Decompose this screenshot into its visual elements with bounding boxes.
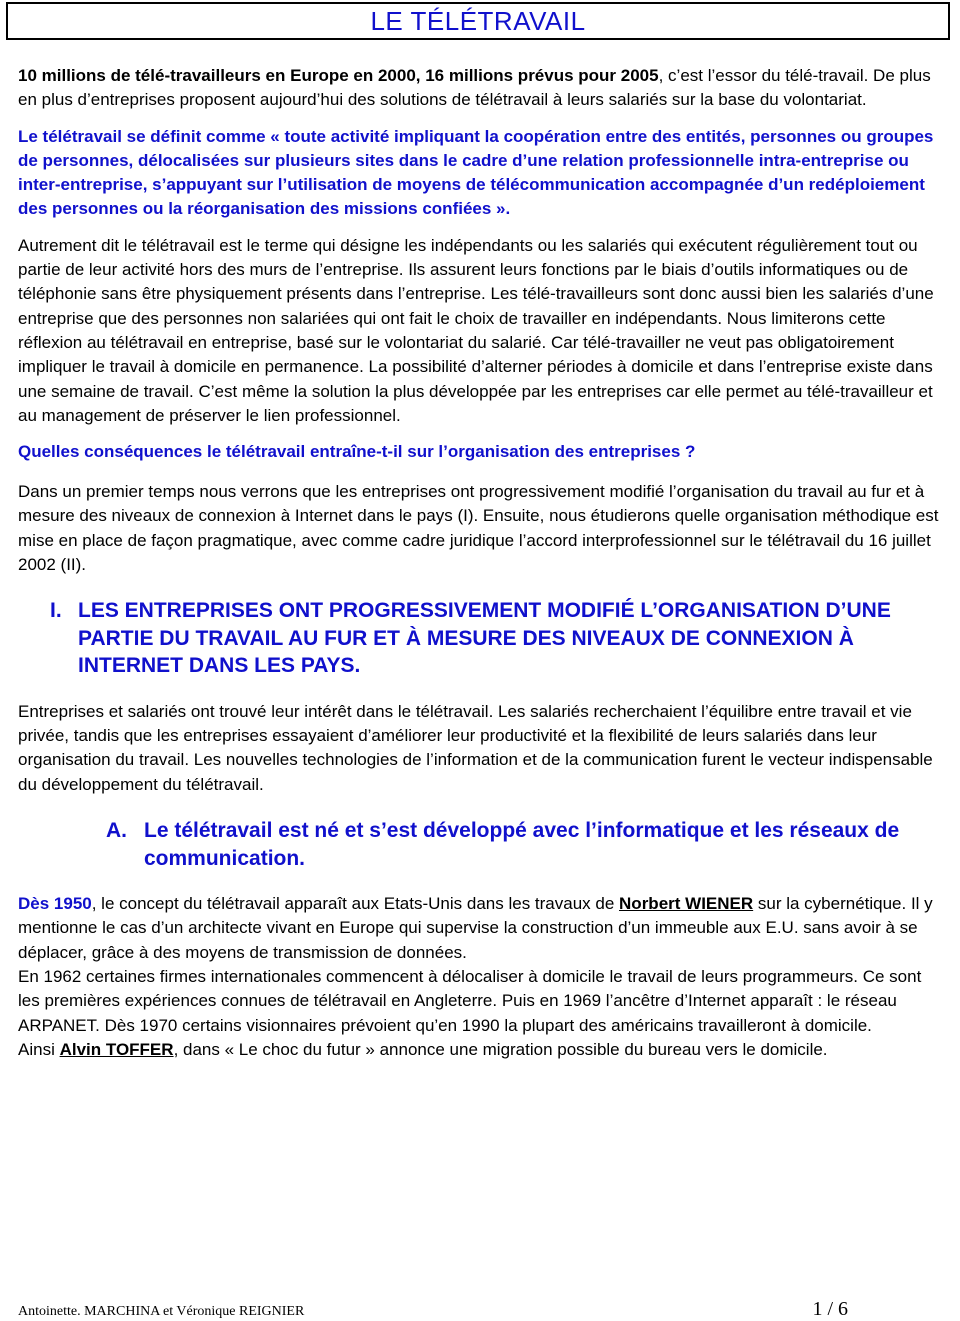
section-I-title: LES ENTREPRISES ONT PROGRESSIVEMENT MODIFIÉ L’ORGANISATION D’UNE PARTIE DU TRAVAIL AU FUR ET À MESURE DES NIVEAUX DE CONNEXION À INTERNET DANS LES PAYS. — [78, 599, 891, 678]
section-I-heading — [50, 597, 940, 680]
history-text-1b: sur la cybernétique. Il y mentionne le cas d’un architecte vivant en Europe qui supervise la construction d’un immeuble aux E.U. sans avoir à se déplacer, grâce à des moyens de transmission de données. — [18, 894, 933, 962]
title-box — [6, 2, 950, 40]
history-paragraph-2: En 1962 certaines firmes internationales commencent à délocaliser à domicile le travail de leurs programmeurs. Ce sont les premières expériences connues de télétravail en Angleterre. Puis en 1969 l’ancêtre d’Internet apparaît : le réseau ARPANET. Dès 1970 certains visionnaires prévoient qu’en 1990 la plupart des américains travailleront à domicile. — [18, 966, 922, 1035]
footer-authors: Antoinette. MARCHINA et Véronique REIGNIER — [18, 1304, 305, 1319]
name-wiener: Norbert WIENER — [619, 894, 754, 914]
intro-text: , c’est l’essor du télé-travail. De plus en plus d’entreprises proposent aujourd’hui des solutions de télétravail à leurs salariés sur la base du volontariat. — [18, 66, 931, 110]
history-year: Dès 1950 — [18, 894, 92, 914]
history-text-3b: , dans « Le choc du futur » annonce une migration possible du bureau vers le domicile. — [173, 1039, 828, 1059]
paragraph-autrement: Autrement dit le télétravail est le terme qui désigne les indépendants ou les salariés qui exécutent régulièrement tout ou partie de leur activité hors des murs de l’entreprise. Ils assurent leurs fonctions par le biais d’outils informatiques ou de téléphonie sans être physiquement présents dans l’entreprise. Les télé-travailleurs sont donc aussi bien les salariés d’une entreprise que des personnes non salariées qui ont fait le choix de travailler en indépendants. Nous limiterons cette réflexion au télétravail en entreprise, basé sur le volontariat du salarié. Car télé-travailler ne veut pas obligatoirement impliquer le travail à domicile en permanence. La possibilité d’alterner périodes à domicile et dans l’entreprise existe dans une semaine de travail. C’est même la solution la plus développée par les entreprises car elle permet au télé-travailleur et au management de préserver le lien professionnel. — [18, 235, 934, 425]
section-A-title: Le télétravail est né et s’est développé avec l’informatique et les réseaux de communication. — [144, 819, 900, 870]
research-question: Quelles conséquences le télétravail entraîne-t-il sur l’organisation des entreprises ? — [18, 442, 696, 462]
page-title: LE TÉLÉTRAVAIL — [370, 5, 586, 36]
definition-paragraph: Le télétravail se définit comme « toute activité impliquant la coopération entre des entités, personnes ou groupes de personnes, délocalisées sur plusieurs sites dans le cadre d’une relation professionnelle intra-entreprise ou inter-entreprise, s’appuyant sur l’utilisation de moyens de télécommunication accompagnée d’un redéploiement des personnes ou la réorganisation des missions confiées ». — [18, 126, 934, 219]
intro-highlight: 10 millions de télé-travailleurs en Europe en 2000, 16 millions prévus pour 2005 — [18, 66, 659, 85]
section-I-number: I. — [50, 599, 62, 623]
intro-paragraph — [18, 64, 940, 113]
page-footer — [18, 1298, 848, 1321]
paragraph-plan: Dans un premier temps nous verrons que les entreprises ont progressivement modifié l’organisation du travail au fur et à mesure des niveaux de connexion à Internet dans le pays (I). Ensuite, nous étudierons quelle organisation méthodique est mise en place de façon pragmatique, avec comme cadre juridique l’accord interprofessionnel sur le télétravail du 16 juillet 2002 (II). — [18, 482, 939, 575]
document-body — [18, 64, 940, 1062]
history-text-3a: Ainsi — [18, 1039, 60, 1059]
paragraph-entreprises: Entreprises et salariés ont trouvé leur intérêt dans le télétravail. Les salariés recherchaient l’équilibre entre travail et vie privée, tandis que les entreprises essayaient d’améliorer leur productivité et la flexibilité de leurs salariés dans leur organisation du travail. Les nouvelles technologies de l’information et de la communication furent le vecteur indispensable du développement du télétravail. — [18, 701, 933, 794]
name-toffer: Alvin TOFFER — [59, 1039, 174, 1059]
section-A-heading — [106, 817, 940, 872]
section-A-number: A. — [106, 819, 127, 843]
history-paragraph-3 — [18, 1038, 940, 1062]
page-number: 1 / 6 — [812, 1298, 848, 1320]
history-text-1a: , le concept du télétravail apparaît aux Etats-Unis dans les travaux de — [91, 894, 620, 914]
history-paragraph-1 — [18, 892, 940, 965]
